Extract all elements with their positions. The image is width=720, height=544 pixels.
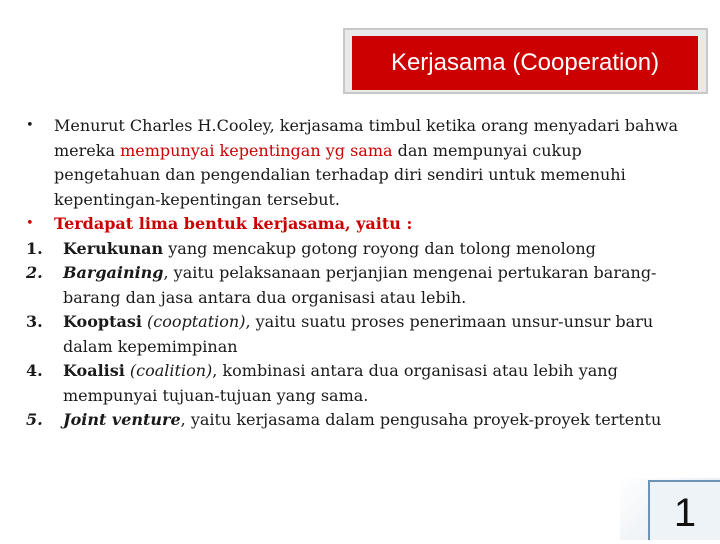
bullet-icon: • xyxy=(26,216,34,231)
form-item-joint-venture xyxy=(26,408,691,433)
page-number: 1 xyxy=(648,480,720,540)
form-item-kerukunan xyxy=(26,237,691,262)
item-description: , yaitu pelaksanaan perjanjian mengenai pertukaran barang-barang dan jasa antara dua organisasi atau lebih. xyxy=(63,263,657,307)
slide-content xyxy=(26,114,691,433)
slide-title: Kerjasama (Cooperation) xyxy=(352,36,698,90)
intro-part-1: Menurut Charles H.Cooley, kerjasama timbul ketika orang menyadari bahwa mereka xyxy=(54,116,679,160)
item-description: , yaitu suatu proses penerimaan unsur-unsur baru dalam kepemimpinan xyxy=(63,312,654,356)
item-term: Kerukunan xyxy=(63,238,164,258)
item-note: (cooptation) xyxy=(141,312,246,331)
item-number: 2. xyxy=(26,263,43,282)
item-number: 4. xyxy=(26,361,43,380)
item-description: yang mencakup gotong royong dan tolong menolong xyxy=(163,238,596,258)
intro-paragraph xyxy=(26,114,691,212)
intro-part-2: dan mempunyai cukup pengetahuan dan pengendalian terhadap diri sendiri untuk memenuhi kepentingan-kepentingan tersebut. xyxy=(54,140,626,209)
intro-text xyxy=(54,114,691,212)
item-number: 1. xyxy=(26,238,43,258)
forms-heading-text: Terdapat lima bentuk kerjasama, yaitu : xyxy=(54,214,413,233)
item-term: Joint venture xyxy=(63,410,181,429)
form-item-koalisi xyxy=(26,359,691,408)
item-number: 3. xyxy=(26,312,43,331)
item-description: , yaitu kerjasama dalam pengusaha proyek-proyek tertentu xyxy=(180,410,662,429)
item-term: Koalisi xyxy=(63,361,125,380)
forms-heading xyxy=(26,212,691,237)
bullet-icon: • xyxy=(26,118,34,133)
item-description: , kombinasi antara dua organisasi atau lebih yang mempunyai tujuan-tujuan yang sama. xyxy=(63,361,618,405)
item-note: (coalition) xyxy=(124,361,213,380)
item-number: 5. xyxy=(26,410,43,429)
item-term: Kooptasi xyxy=(63,312,142,331)
item-term: Bargaining xyxy=(63,263,164,282)
form-item-kooptasi xyxy=(26,310,691,359)
intro-highlight: mempunyai kepentingan yg sama xyxy=(120,140,393,160)
form-item-bargaining xyxy=(26,261,691,310)
